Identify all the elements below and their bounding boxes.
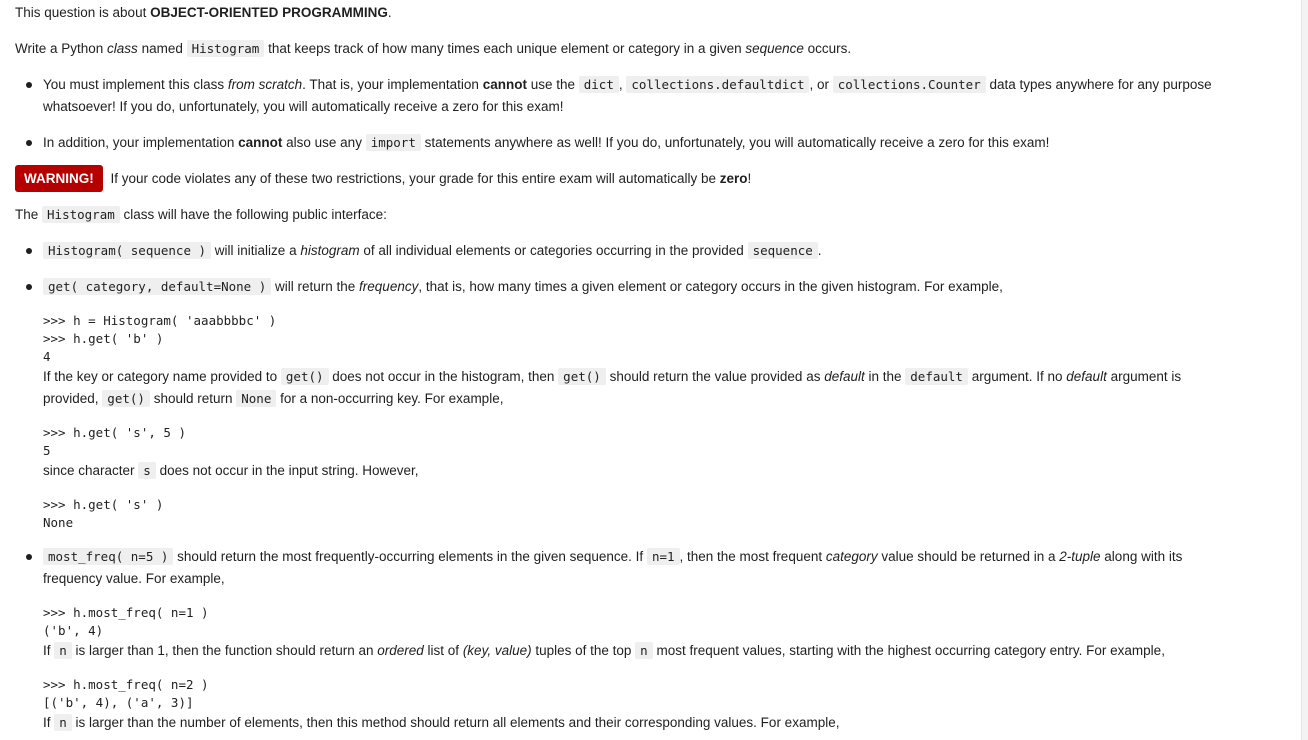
restriction-line-2 <box>43 132 1049 154</box>
warning-line <box>15 165 751 192</box>
ordered-text: list of <box>423 643 463 658</box>
interface-line <box>15 204 387 226</box>
constructor-text: of all individual elements or categories occurring in the provided <box>359 243 748 258</box>
inline-code-n: n <box>54 714 72 731</box>
inline-code-get-call: get() <box>102 390 150 407</box>
intro-topic: OBJECT-ORIENTED PROGRAMMING <box>150 5 388 20</box>
inline-code-most-freq: most_freq( n=5 ) <box>43 548 173 565</box>
default-text: for a non-occurring key. For example, <box>276 391 504 406</box>
since-line <box>43 460 418 482</box>
task-text: occurs. <box>803 41 852 56</box>
restriction-cannot: cannot <box>238 135 283 150</box>
code-line: >>> h = Histogram( 'aaabbbbc' ) <box>43 313 277 328</box>
default-text: argument is <box>1106 369 1182 384</box>
inline-code-n1: n=1 <box>647 548 680 565</box>
ordered-emph: (key, value) <box>462 643 532 658</box>
code-example-3 <box>43 496 163 532</box>
inline-code-default: default <box>905 368 968 385</box>
task-text: that keeps track of how many times each unique element or category in a given <box>264 41 746 56</box>
code-line: [('b', 4), ('a', 3)] <box>43 695 194 710</box>
code-line: >>> h.get( 's', 5 ) <box>43 425 186 440</box>
default-emph: default <box>824 369 865 384</box>
bullet-dot <box>26 82 32 88</box>
task-sequence-word: sequence <box>745 41 804 56</box>
page-scrollbar[interactable] <box>1301 0 1308 740</box>
inline-code-histogram: Histogram <box>187 40 265 57</box>
default-text: argument. If no <box>967 369 1067 384</box>
default-text: should return <box>149 391 237 406</box>
bullet-dot <box>26 284 32 290</box>
bullet-dot <box>26 554 32 560</box>
inline-code-get: get( category, default=None ) <box>43 278 271 295</box>
inline-code-get-call: get() <box>558 368 606 385</box>
restriction-text: You must implement this class <box>43 77 228 92</box>
restriction-emph: from scratch <box>227 77 303 92</box>
code-line: >>> h.get( 's' ) <box>43 497 164 512</box>
inline-code-import: import <box>366 134 421 151</box>
inline-code-sequence: sequence <box>748 242 818 259</box>
ordered-text: If <box>43 643 55 658</box>
most-freq-emph: category <box>825 549 878 564</box>
restriction-line-1b <box>43 96 564 118</box>
default-text: should return the value provided as <box>605 369 825 384</box>
most-freq-text: frequency value. For example, <box>43 571 225 586</box>
larger-text: is larger than the number of elements, then this method should return all elements and their corresponding values. For example, <box>71 715 840 730</box>
inline-code-histogram: Histogram <box>42 206 120 223</box>
code-line: >>> h.most_freq( n=2 ) <box>43 677 209 692</box>
code-example-1 <box>43 312 276 366</box>
code-line: ('b', 4) <box>43 623 104 638</box>
intro-text: This question is about <box>15 5 151 20</box>
most-freq-text: value should be returned in a <box>877 549 1060 564</box>
warning-badge: WARNING! <box>15 165 103 192</box>
constructor-emph: histogram <box>300 243 360 258</box>
default-text: in the <box>864 369 906 384</box>
restriction-text: use the <box>526 77 579 92</box>
interface-text: class will have the following public interface: <box>119 207 387 222</box>
restriction-cannot: cannot <box>482 77 527 92</box>
task-line <box>15 38 851 60</box>
ordered-line <box>43 640 1165 662</box>
inline-code-none: None <box>236 390 276 407</box>
default-line-2 <box>43 388 503 410</box>
get-text: , that is, how many times a given element or category occurs in the given histogram. For example, <box>418 279 1003 294</box>
constructor-text: . <box>817 243 822 258</box>
inline-code-n: n <box>54 642 72 659</box>
since-text: since character <box>43 463 139 478</box>
most-freq-line-1 <box>43 546 1182 568</box>
warning-text: ! <box>747 171 752 186</box>
default-line-1 <box>43 366 1181 388</box>
intro-line <box>15 2 392 24</box>
default-text: If the key or category name provided to <box>43 369 281 384</box>
default-emph: default <box>1066 369 1107 384</box>
most-freq-line-2 <box>43 568 225 590</box>
restriction-text: , <box>618 77 627 92</box>
most-freq-text: , then the most frequent <box>679 549 826 564</box>
intro-end: . <box>387 5 392 20</box>
restriction-text: also use any <box>282 135 366 150</box>
default-text: does not occur in the histogram, then <box>328 369 559 384</box>
code-example-2 <box>43 424 186 460</box>
default-text: provided, <box>43 391 103 406</box>
ordered-text: tuples of the top <box>531 643 636 658</box>
since-text: does not occur in the input string. However, <box>155 463 419 478</box>
ordered-text: is larger than 1, then the function should return an <box>71 643 378 658</box>
constructor-line <box>43 240 822 262</box>
inline-code-dict: dict <box>579 76 619 93</box>
restriction-text: data types anywhere for any purpose <box>985 77 1212 92</box>
most-freq-text: should return the most frequently-occurring elements in the given sequence. If <box>173 549 647 564</box>
interface-text: The <box>15 207 43 222</box>
task-text: Write a Python <box>15 41 108 56</box>
most-freq-emph: 2-tuple <box>1059 549 1101 564</box>
code-line: >>> h.most_freq( n=1 ) <box>43 605 209 620</box>
constructor-text: will initialize a <box>211 243 301 258</box>
code-line: None <box>43 515 74 530</box>
most-freq-text: along with its <box>1100 549 1183 564</box>
get-text: will return the <box>271 279 360 294</box>
inline-code-get-call: get() <box>281 368 329 385</box>
ordered-text: most frequent values, starting with the highest occurring category entry. For example, <box>652 643 1165 658</box>
warning-text: If your code violates any of these two restrictions, your grade for this entire exam will automatically be <box>106 171 720 186</box>
restriction-text: In addition, your implementation <box>43 135 239 150</box>
code-line: 5 <box>43 443 51 458</box>
code-line: 4 <box>43 349 51 364</box>
larger-text: If <box>43 715 55 730</box>
inline-code-defaultdict: collections.defaultdict <box>626 76 809 93</box>
ordered-emph: ordered <box>377 643 424 658</box>
warning-zero: zero <box>719 171 748 186</box>
task-text: named <box>137 41 187 56</box>
restriction-text: , or <box>809 77 833 92</box>
code-example-4 <box>43 604 209 640</box>
restriction-text: . That is, your implementation <box>302 77 483 92</box>
inline-code-n: n <box>635 642 653 659</box>
code-example-5 <box>43 676 209 712</box>
inline-code-counter: collections.Counter <box>833 76 986 93</box>
get-emph: frequency <box>359 279 419 294</box>
restriction-line-1 <box>43 74 1212 96</box>
get-line <box>43 276 1003 298</box>
inline-code-s: s <box>138 462 156 479</box>
inline-code-constructor: Histogram( sequence ) <box>43 242 211 259</box>
code-line: >>> h.get( 'b' ) <box>43 331 164 346</box>
bullet-dot <box>26 248 32 254</box>
larger-line <box>43 712 839 734</box>
bullet-dot <box>26 140 32 146</box>
restriction-text: whatsoever! If you do, unfortunately, you will automatically receive a zero for this exam! <box>43 99 564 114</box>
restriction-text: statements anywhere as well! If you do, unfortunately, you will automatically receive a zero for this exam! <box>420 135 1050 150</box>
task-class-word: class <box>107 41 138 56</box>
